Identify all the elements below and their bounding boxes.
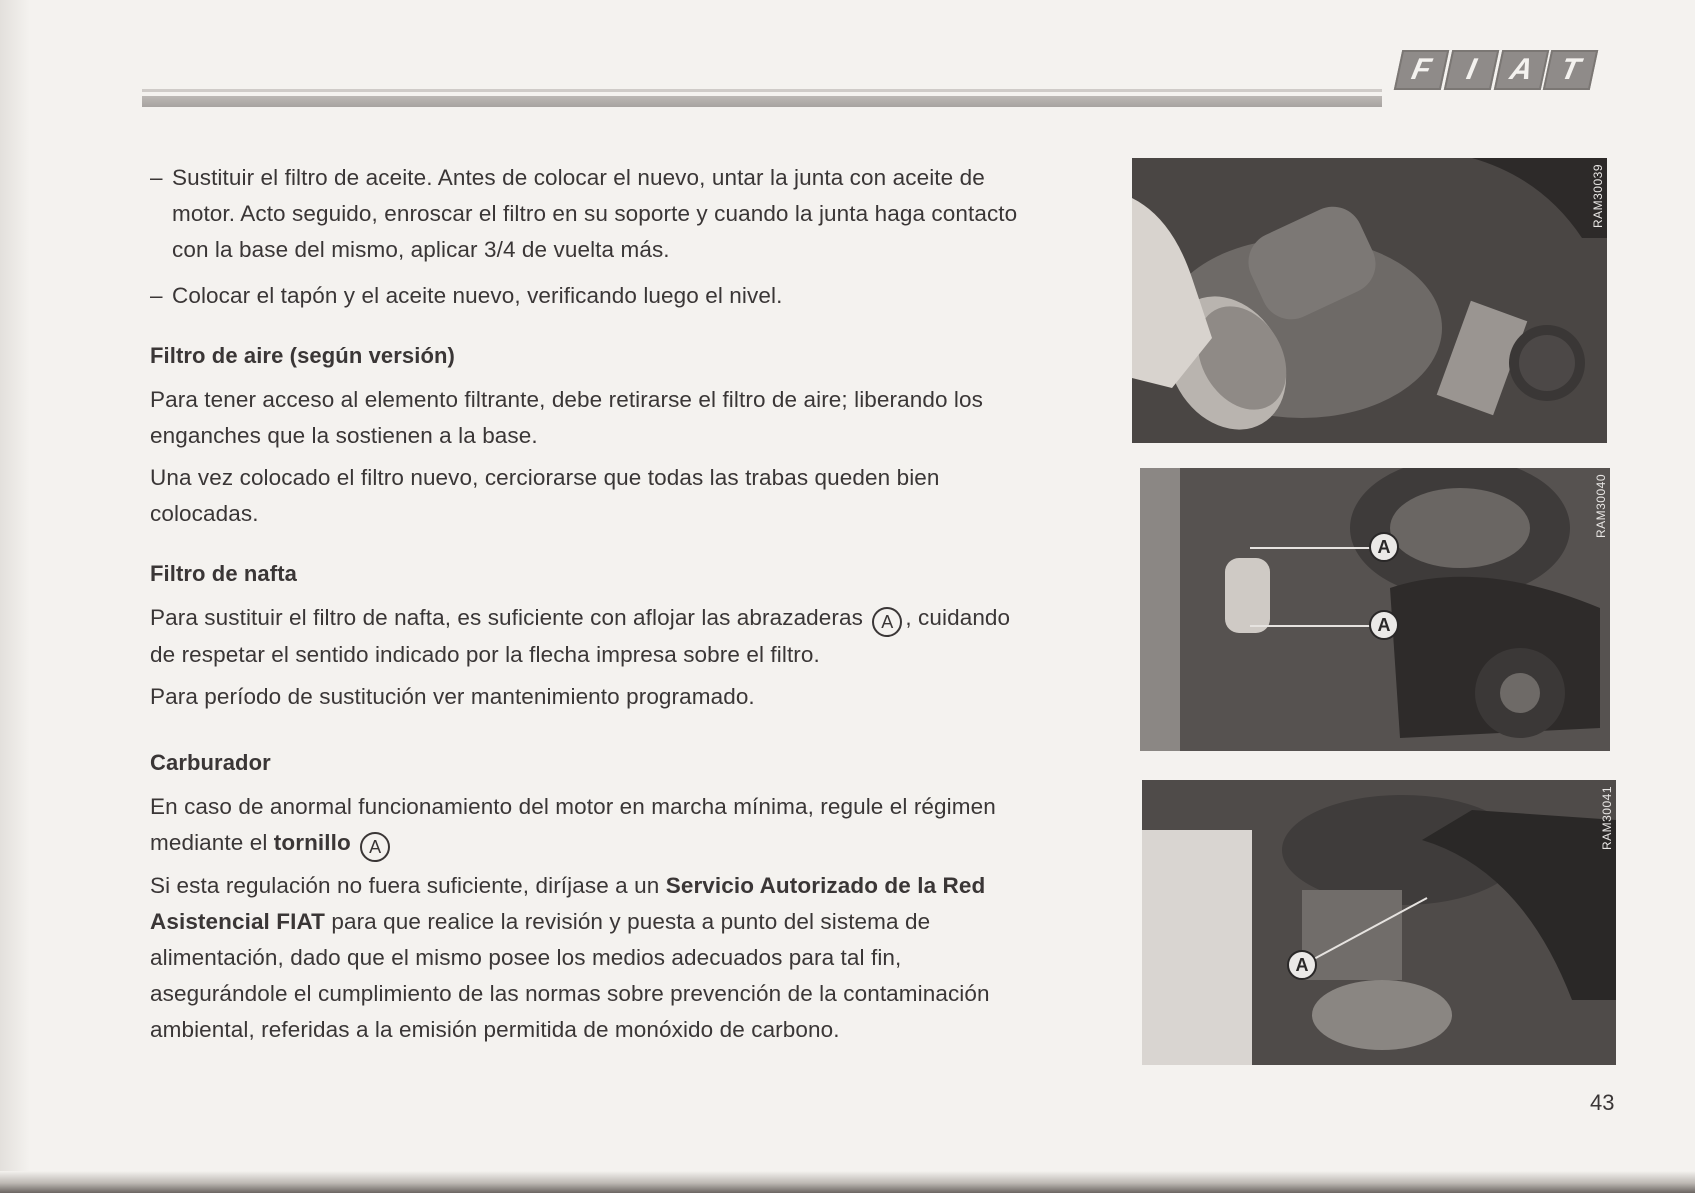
- figure-code: RAM30040: [1594, 474, 1608, 539]
- logo-letter: F: [1394, 50, 1449, 90]
- callout-a: A: [1369, 532, 1399, 562]
- bullet-text: Sustituir el filtro de aceite. Antes de colocar el nuevo, untar la junta con aceite de motor. Acto seguido, enroscar el filtro en su soporte y cuando la junta haga contacto con la base del mismo, aplicar 3/4 de vuelta más.: [172, 165, 1018, 262]
- engine-photo-graphic: [1140, 468, 1610, 751]
- callout-marker: A: [360, 832, 390, 862]
- photo-air-filter: [1132, 158, 1607, 443]
- figure-code: RAM30041: [1600, 786, 1614, 851]
- callout-a: A: [1369, 610, 1399, 640]
- header-rule-thin: [142, 89, 1382, 92]
- air-filter-paragraph: Una vez colocado el filtro nuevo, cerciorarse que todas las trabas queden bien colocadas.: [150, 465, 940, 526]
- bullet-dash: –: [150, 165, 163, 190]
- text-run: En caso de anormal funcionamiento del motor en marcha mínima, regule el régimen mediante el: [150, 794, 996, 855]
- page-number: 43: [1590, 1090, 1615, 1115]
- callout-marker: A: [872, 607, 902, 637]
- bullet-item: [150, 278, 1025, 314]
- text-run: para que realice la revisión y puesta a punto del sistema de alimentación, dado que el mismo posee los medios adecuados para tal fin, asegurándole el cumplimiento de las normas sobre prevención de la contaminación ambiental, referidas a la emisión permitida de monóxido de carbono.: [150, 909, 990, 1042]
- main-text-column: [150, 160, 1025, 1054]
- carburetor-paragraph: [150, 868, 1025, 1048]
- engine-photo-graphic: [1142, 780, 1616, 1065]
- callout-a: A: [1287, 950, 1317, 980]
- carburetor-paragraph: [150, 789, 1025, 862]
- photo-carburetor: [1142, 780, 1616, 1065]
- header-rule: [142, 96, 1382, 107]
- section-heading-air-filter: Filtro de aire (según versión): [150, 343, 455, 368]
- text-run: Si esta regulación no fuera suficiente, diríjase a un: [150, 873, 660, 898]
- logo-letter: T: [1543, 50, 1598, 90]
- engine-photo-graphic: [1132, 158, 1607, 443]
- logo-letter: A: [1493, 50, 1548, 90]
- figure-code: RAM30039: [1591, 164, 1605, 229]
- fiat-logo: [1398, 50, 1594, 90]
- fuel-filter-paragraph: Para período de sustitución ver mantenimiento programado.: [150, 684, 755, 709]
- air-filter-paragraph: Para tener acceso al elemento filtrante, debe retirarse el filtro de aire; liberando los enganches que la sostienen a la base.: [150, 387, 983, 448]
- page-shadow: [0, 0, 30, 1193]
- bold-run: tornillo: [273, 830, 351, 855]
- bullet-text: Colocar el tapón y el aceite nuevo, verificando luego el nivel.: [172, 283, 783, 308]
- bullet-item: [150, 160, 1025, 268]
- bold-run: Servicio Autorizado de la Red Asistencial FIAT: [150, 873, 986, 934]
- logo-letter: I: [1443, 50, 1498, 90]
- text-run: Para sustituir el filtro de nafta, es suficiente con aflojar las abrazaderas: [150, 605, 863, 630]
- section-heading-carburetor: Carburador: [150, 750, 271, 775]
- section-heading-fuel-filter: Filtro de nafta: [150, 561, 297, 586]
- page-bottom-edge: [0, 1171, 1695, 1193]
- bullet-dash: –: [150, 283, 163, 308]
- fuel-filter-paragraph: [150, 600, 1025, 673]
- text-run: , cuidando de respetar el sentido indicado por la flecha impresa sobre el filtro.: [150, 605, 1011, 667]
- photo-fuel-filter: [1140, 468, 1610, 751]
